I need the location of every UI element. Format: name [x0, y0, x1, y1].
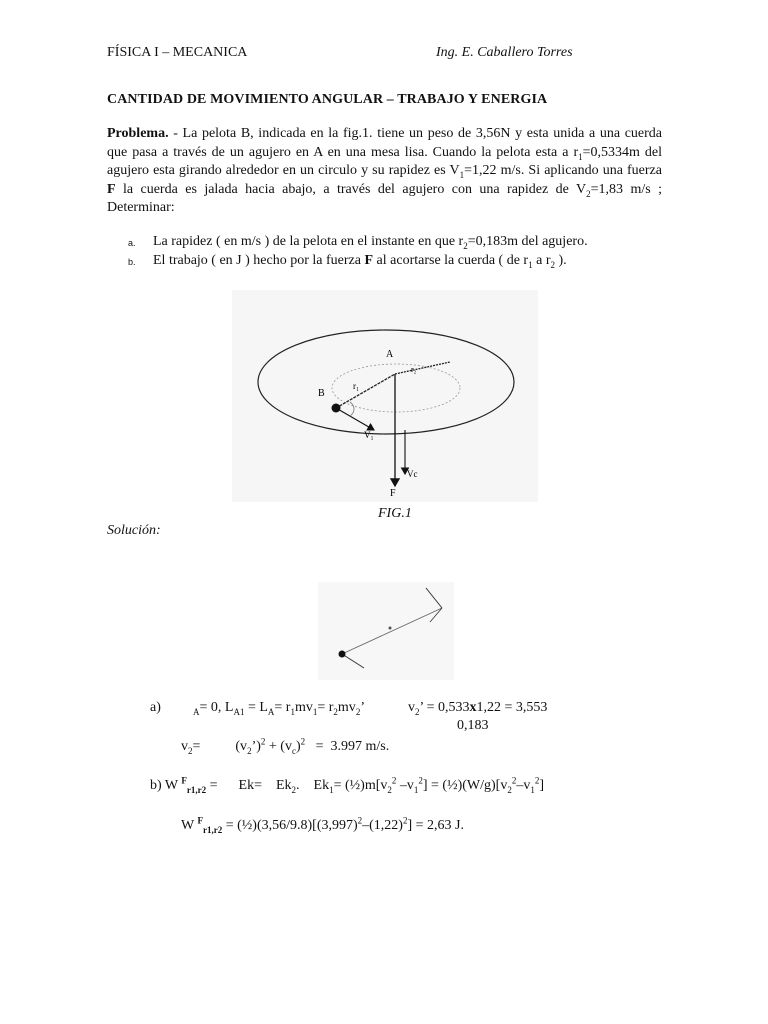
ball-b	[332, 404, 341, 413]
solution-label: Solución:	[107, 523, 161, 538]
problem-statement: Problema. - La pelota B, indicada en la fig.1. tiene un peso de 3,56N y esta unida a una cuerda que pasa a través de un agujero en A en una mesa lisa. Cuando la pelota esta a $r_1=0,5334m$ del agujero esta girando alrededor en un circulo y su rapidez es $V_1=1,22$ m/s. Si aplicando una fuerza F la cuerda es jalada hacia abajo, a través del agujero con una rapidez de $V_2=1,83$ m/s ; Determinar:	[107, 126, 663, 215]
question-list	[128, 233, 668, 270]
equation-denominator: 0,183	[457, 718, 489, 733]
list-item: a. La rapidez ( en m/s ) de la pelota en el instante en que $r_2=0,183m$ del agujero.	[128, 234, 588, 251]
list-item: b. El trabajo ( en J ) hecho por la fuerza F al acortarse la cuerda ( de $r_1$ a $r_2$ ).	[128, 252, 567, 270]
list-marker: b.	[128, 256, 136, 267]
label-vc: Vc	[407, 469, 418, 479]
problem-label: Problema.	[107, 126, 169, 141]
label-v1: V₁	[364, 430, 374, 440]
header-author: Ing. E. Caballero Torres	[436, 45, 573, 60]
figure-1-diagram	[232, 290, 538, 502]
list-marker: a.	[128, 238, 136, 248]
sketch-hole	[389, 627, 392, 630]
page-title: CANTIDAD DE MOVIMIENTO ANGULAR – TRABAJO Y ENERGIA	[107, 92, 548, 107]
label-b: B	[318, 388, 325, 399]
label-a: A	[386, 349, 394, 360]
figure-shading	[232, 290, 538, 502]
figure-caption: FIG.1	[378, 506, 412, 521]
figure-2-sketch	[318, 582, 454, 680]
part-a-label: a)	[150, 700, 161, 715]
sketch-ball	[339, 651, 346, 658]
label-f: F	[390, 488, 396, 499]
label-r1: r₁	[353, 381, 360, 391]
equation-angular-momentum: $_A$= 0, $L_{A1} = L_A= r_1mv_1= r_2mv_2$’	[193, 700, 365, 717]
equation-v2: $v_2=$ $(v_2’)^2 + (v_c)^2 = 3.997$ m/s.	[181, 736, 390, 756]
label-r2: r₂	[411, 365, 417, 374]
equation-work-result: W $^F_{r1,r2} = (\frac{1}{2})(3,56/9.8)[(3,997)^2-(1,22)^2] = 2,63$ J.	[181, 815, 464, 835]
equation-v2-prime: $v_2$’ = 0,533x1,22 = 3,553	[408, 700, 548, 717]
equation-work-energy: b) W $^F_{r1,r2}$ = Ek= $Ek_2$. $Ek_1=$ $(\frac{1}{2})m[v_2^2$ $-v_1^2$] = $(\frac{1}{2})(W/g)[v_2^2-v_1^2]$	[150, 775, 545, 795]
header-course: FÍSICA I – MECANICA	[107, 45, 248, 60]
